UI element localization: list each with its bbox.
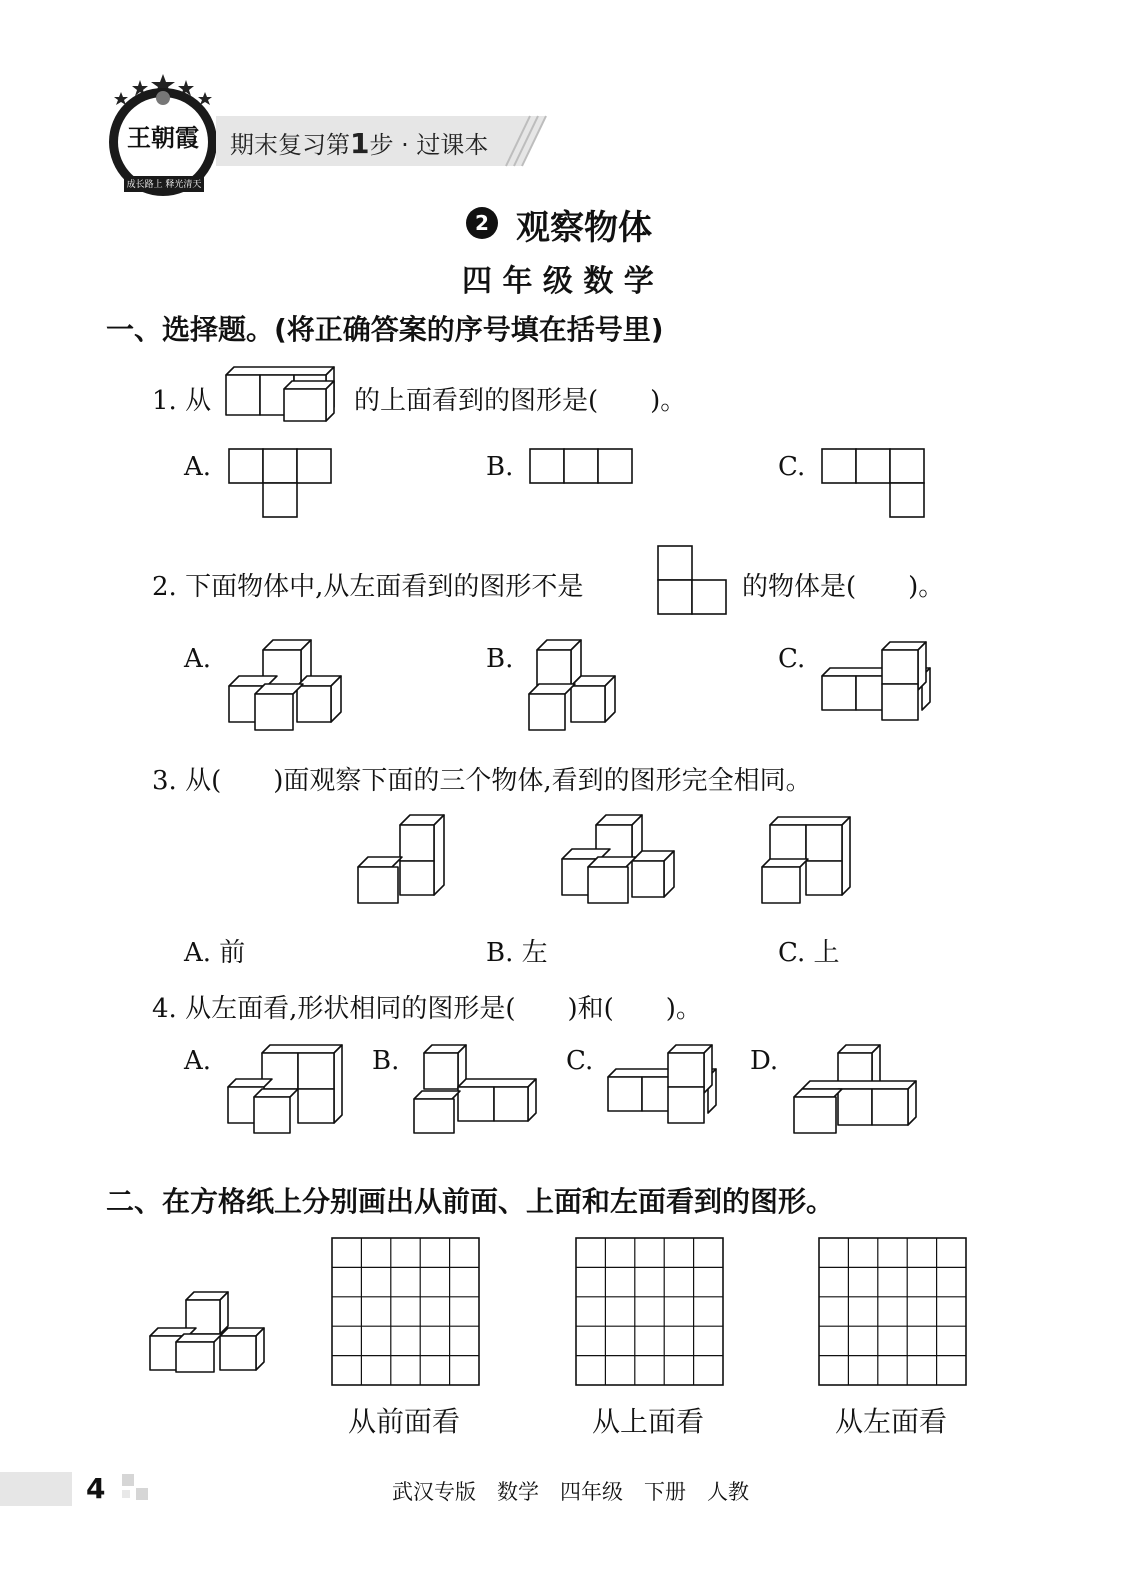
unit-number: 2 xyxy=(475,211,489,235)
caption-left-view: 从左面看 xyxy=(835,1405,948,1438)
q4-option-c-label[interactable]: C. xyxy=(566,1046,594,1076)
caption-front-view: 从前面看 xyxy=(348,1405,461,1438)
q4-text: 4. 从左面看,形状相同的图形是( )和( )。 xyxy=(152,994,702,1024)
q2-option-c-figure[interactable] xyxy=(822,640,936,722)
q3-object-1 xyxy=(358,815,448,905)
footer-decoration-icon xyxy=(122,1474,152,1504)
section-2-object xyxy=(150,1290,266,1372)
q1-option-c-figure[interactable] xyxy=(822,449,926,519)
q4-option-c-figure[interactable] xyxy=(608,1043,722,1125)
logo-slogan: 成长路上 释光清天 xyxy=(126,180,202,190)
step-banner-number: 1 xyxy=(350,127,370,160)
q2-prefix: 2. 下面物体中,从左面看到的图形不是 xyxy=(152,572,584,602)
q4-option-d-label[interactable]: D. xyxy=(750,1046,779,1076)
section-1-heading: 一、选择题。(将正确答案的序号填在括号里) xyxy=(106,313,664,346)
q3-option-a[interactable]: A. 前 xyxy=(184,938,246,968)
footer-page-number: 4 xyxy=(86,1472,106,1505)
footer-info: 武汉专版 数学 四年级 下册 人教 xyxy=(392,1480,749,1504)
footer-page-bar xyxy=(0,1472,72,1506)
q4-option-d-figure[interactable] xyxy=(794,1043,918,1135)
q1-object-figure xyxy=(226,365,340,421)
logo-name: 王朝霞 xyxy=(127,124,199,152)
q4-option-a-label[interactable]: A. xyxy=(184,1046,212,1076)
caption-top-view: 从上面看 xyxy=(592,1405,705,1438)
q2-reference-shape xyxy=(658,546,728,616)
q1-option-b-figure[interactable] xyxy=(530,449,634,485)
q4-option-a-figure[interactable] xyxy=(228,1043,344,1135)
q2-option-b-figure[interactable] xyxy=(529,640,619,732)
q4-option-b-figure[interactable] xyxy=(414,1043,538,1135)
page-subtitle: 四 年 级 数 学 xyxy=(462,264,654,299)
step-banner xyxy=(216,116,552,166)
q3-option-c[interactable]: C. 上 xyxy=(778,938,840,968)
q1-option-b-label[interactable]: B. xyxy=(486,452,514,482)
q2-option-a-label[interactable]: A. xyxy=(184,644,212,674)
q3-object-2 xyxy=(562,815,676,905)
q1-prefix: 1. 从 xyxy=(152,386,212,416)
grid-left-view[interactable] xyxy=(819,1238,967,1386)
q3-object-3 xyxy=(762,815,852,905)
q1-option-c-label[interactable]: C. xyxy=(778,452,806,482)
q1-option-a-label[interactable]: A. xyxy=(184,452,212,482)
q3-text: 3. 从( )面观察下面的三个物体,看到的图形完全相同。 xyxy=(152,766,812,796)
step-banner-suffix: 步 · 过课本 xyxy=(369,131,489,159)
q1-suffix: 的上面看到的图形是( )。 xyxy=(354,386,687,416)
grid-front-view[interactable] xyxy=(332,1238,480,1386)
q2-option-a-figure[interactable] xyxy=(229,640,343,732)
page-title: 观察物体 xyxy=(516,208,652,248)
step-banner-prefix: 期末复习第 xyxy=(230,131,350,159)
q2-option-b-label[interactable]: B. xyxy=(486,644,514,674)
q1-option-a-figure[interactable] xyxy=(229,449,333,519)
q2-suffix: 的物体是( )。 xyxy=(742,572,945,602)
section-2-heading: 二、在方格纸上分别画出从前面、上面和左面看到的图形。 xyxy=(106,1185,835,1218)
grid-top-view[interactable] xyxy=(576,1238,724,1386)
q4-option-b-label[interactable]: B. xyxy=(372,1046,400,1076)
q3-option-b[interactable]: B. 左 xyxy=(486,938,548,968)
q2-option-c-label[interactable]: C. xyxy=(778,644,806,674)
unit-number-badge xyxy=(466,207,498,239)
logo-badge xyxy=(104,72,222,200)
